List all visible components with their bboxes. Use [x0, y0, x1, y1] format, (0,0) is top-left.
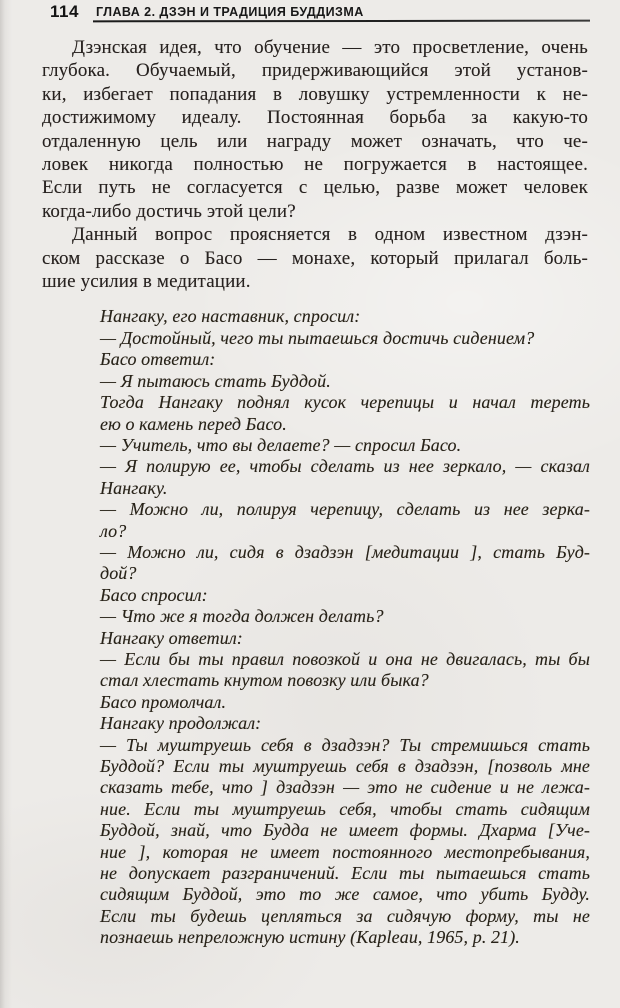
text-line: Басо ответил: — [100, 349, 216, 370]
quote-paragraph — [100, 713, 590, 734]
text-line: сказать тебе, что ] дзадзэн — это не сидение и не лежа- — [100, 777, 590, 798]
text-line: отдаленную цель или награду может означать, что че- — [42, 130, 588, 152]
text-line: не допускает разграничений. Если ты пытаешься стать — [100, 863, 590, 884]
text-line: — Можно ли, полируя черепицу, сделать из нее зерка- — [100, 499, 590, 520]
text-line: Дзэнская идея, что обучение — это просветление, очень — [72, 37, 588, 58]
text-line: глубока. Обучаемый, придерживающийся этой установ- — [42, 60, 588, 82]
quote-paragraph — [100, 735, 590, 949]
text-line: ловек никогда полностью не погружается в настоящее. — [42, 154, 588, 176]
text-line: дой? — [100, 563, 137, 584]
text-line: достижимому идеалу. Постоянная борьба за какую-то — [42, 107, 588, 129]
text-line: Нангаку продолжал: — [100, 713, 262, 734]
body-text-block — [42, 36, 588, 949]
text-line: Тогда Нангаку поднял кусок черепицы и начал тереть — [100, 392, 590, 413]
text-line: стал хлестать кнутом повозку или быка? — [100, 670, 429, 691]
quote-paragraph — [100, 499, 590, 542]
text-line: — Если бы ты правил повозкой и она не двигалась, ты бы — [100, 648, 590, 669]
quote-paragraph — [100, 628, 590, 649]
paragraph — [42, 36, 588, 223]
quote-paragraph — [100, 328, 590, 349]
quote-paragraph — [100, 435, 590, 456]
paragraph — [42, 223, 588, 293]
quote-paragraph — [100, 371, 590, 392]
text-line: Буддой? Если ты муштруешь себя в дзадзэн, [позволь мне — [100, 756, 590, 776]
quote-paragraph — [100, 306, 590, 327]
text-line: шие усилия в медитации. — [42, 271, 251, 293]
header-rule — [93, 20, 590, 23]
chapter-title: ГЛАВА 2. ДЗЭН И ТРАДИЦИЯ БУДДИЗМА — [96, 5, 364, 19]
text-line: Буддой, знай, что Будда не имеет формы. Дхарма [Уче- — [100, 820, 590, 841]
page-number: 114 — [50, 2, 79, 21]
text-line: сидящим Буддой, это то же самое, что убить Будду. — [100, 884, 590, 905]
quote-paragraph — [100, 392, 590, 435]
text-line: — Я пытаюсь стать Буддой. — [100, 370, 331, 391]
quote-paragraph — [100, 456, 590, 499]
text-line: Данный вопрос проясняется в одном известном дзэн- — [72, 224, 588, 246]
text-line: Нангаку ответил: — [100, 627, 243, 648]
text-line: ло? — [100, 520, 127, 541]
text-line: — Достойный, чего ты пытаешься достичь сидением? — [100, 327, 535, 348]
text-line: познаешь непреложную истину (Kapleau, 1965, p. 21). — [100, 927, 520, 948]
quote-block — [100, 306, 590, 948]
page-header — [0, 0, 620, 24]
text-line: ние ], которая не имеет постоянного местопребывания, — [100, 841, 590, 862]
text-line: Если ты будешь цепляться за сидячую форму, ты не — [100, 905, 590, 926]
text-line: Нангаку. — [100, 477, 168, 498]
text-line: когда-либо достичь этой цели? — [42, 200, 296, 222]
quote-paragraph — [100, 692, 590, 713]
quote-paragraph — [100, 349, 590, 370]
quote-paragraph — [100, 606, 590, 627]
text-line: ние. Если ты муштруешь себя, чтобы стать сидящим — [100, 798, 590, 819]
text-line: Если путь не согласуется с целью, разве может человек — [42, 177, 588, 199]
quote-paragraph — [100, 542, 590, 585]
quote-paragraph — [100, 649, 590, 692]
text-line: — Я полирую ее, чтобы сделать из нее зеркало, — сказал — [100, 456, 590, 477]
text-line: ском рассказе о Басо — монахе, который прилагал боль- — [42, 247, 588, 269]
quote-paragraph — [100, 585, 590, 606]
text-line: — Можно ли, сидя в дзадзэн [медитации ], стать Буд- — [100, 541, 590, 562]
text-line: Басо промолчал. — [100, 691, 227, 712]
text-line: — Учитель, что вы делаете? — спросил Басо. — [100, 434, 462, 455]
text-line: — Ты муштруешь себя в дзадзэн? Ты стремишься стать — [100, 734, 590, 755]
body-paragraphs — [42, 36, 588, 293]
text-line: — Что же я тогда должен делать? — [100, 606, 384, 627]
text-line: ки, избегает попадания в ловушку устремленности к не- — [42, 83, 588, 105]
text-line: Басо спросил: — [100, 584, 208, 605]
text-line: Нангаку, его наставник, спросил: — [100, 306, 361, 327]
text-line: ею о камень перед Басо. — [100, 413, 287, 434]
